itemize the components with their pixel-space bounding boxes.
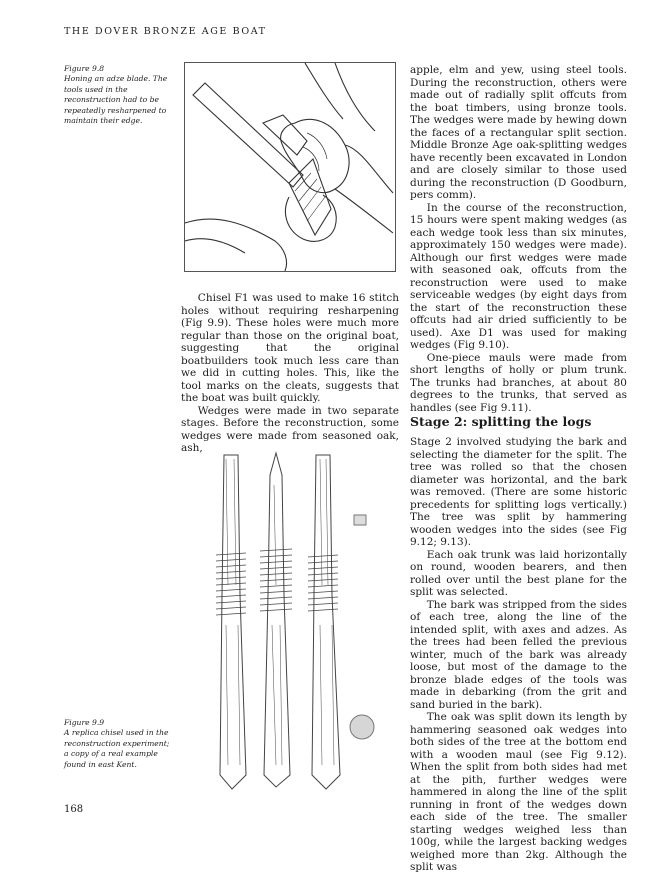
page-number: 168 xyxy=(64,804,84,815)
chisel-view-front xyxy=(216,455,246,789)
figure-9-9-caption xyxy=(64,718,176,770)
right-column-lower xyxy=(410,414,627,874)
paragraph: In the course of the reconstruction, 15 hours were spent making wedges (as each wedge took less than six minutes, approximately 150 wedges were made). Although our first wedges were made with seasoned oak, offcuts from the reconstruction were used to make serviceable wedges (by eight days from the start of the reconstruction these offcuts had air dried sufficiently to be used). Axe D1 was used for making wedges (Fig 9.10). xyxy=(410,201,627,351)
paragraph: Stage 2 involved studying the bark and selecting the diameter for the split. The tree was rolled so that the chosen diameter was horizontal, and the bark was removed. (There are some historic precedents for splitting logs vertically.) The tree was split by hammering wooden wedges into the sides (see Fig 9.12; 9.13). xyxy=(410,436,627,548)
figure-9-8-caption-text: Honing an adze blade. The tools used in the reconstruction had to be repeatedly resharpened to maintain their edge. xyxy=(64,74,168,126)
figure-9-8-illustration xyxy=(184,62,396,272)
forearm-left xyxy=(305,63,375,131)
figure-9-9-caption-text: A replica chisel used in the reconstruction experiment; a copy of a real example found in east Kent. xyxy=(64,728,170,769)
paragraph: The oak was split down its length by hammering seasoned oak wedges into both sides of the tree at the bottom end with a wooden maul (see Fig 9.12). When the split from both sides had met at the pith, further wedges were hammered in along the line of the split running in front of the wedges down each side of the tree. The smaller starting wedges weighed less than 100g, while the largest backing wedges weighed more than 2kg. Although the split was xyxy=(410,711,627,873)
chisel-view-back xyxy=(308,455,340,789)
figure-9-8-label: Figure 9.8 xyxy=(64,64,105,73)
blade-section-small xyxy=(354,515,366,525)
forearm xyxy=(335,145,393,233)
running-head: THE DOVER BRONZE AGE BOAT xyxy=(64,26,267,37)
chisel-view-side xyxy=(260,453,292,787)
handle-cross-section xyxy=(350,715,374,739)
section-subheading: Stage 2: splitting the logs xyxy=(410,414,592,429)
work-surface xyxy=(185,219,287,271)
paragraph: The bark was stripped from the sides of each tree, along the line of the intended split, with axes and adzes. As the trees had been felled the previous winter, much of the bark was already loose, but most of the damage to the bronze blade edges of the tools was made in debarking (from the grit and sand buried in the bark). xyxy=(410,598,627,711)
left-column xyxy=(181,292,399,455)
figure-9-8-caption xyxy=(64,64,176,126)
right-column-upper xyxy=(410,64,627,414)
figure-9-9-illustration xyxy=(180,445,400,810)
paragraph: One-piece mauls were made from short lengths of holly or plum trunk. The trunks had branches, at about 80 degrees to the trunks, that served as handles (see Fig 9.11). xyxy=(410,351,627,414)
paragraph: Chisel F1 was used to make 16 stitch holes without requiring resharpening (Fig 9.9). These holes were much more regular than those on the original boat, suggesting that the original boatbuilders took much less care than we did in cutting holes. This, like the tool marks on the cleats, suggests that the boat was built quickly. xyxy=(181,292,399,404)
paragraph: Wedges were made in two separate stages. Before the reconstruction, some wedges were made from seasoned oak, ash, xyxy=(181,404,399,454)
figure-9-9-label: Figure 9.9 xyxy=(64,718,105,727)
paragraph: apple, elm and yew, using steel tools. During the reconstruction, others were made out of radially split offcuts from the boat timbers, using bronze tools. The wedges were made by hewing down the faces of a rectangular split section. Middle Bronze Age oak-splitting wedges have recently been excavated in London and are closely similar to those used during the reconstruction (D Goodburn, pers comm). xyxy=(410,64,627,201)
paragraph: Each oak trunk was laid horizontally on round, wooden bearers, and then rolled over until the best plane for the split was selected. xyxy=(410,548,627,598)
adze-haft xyxy=(193,83,303,187)
